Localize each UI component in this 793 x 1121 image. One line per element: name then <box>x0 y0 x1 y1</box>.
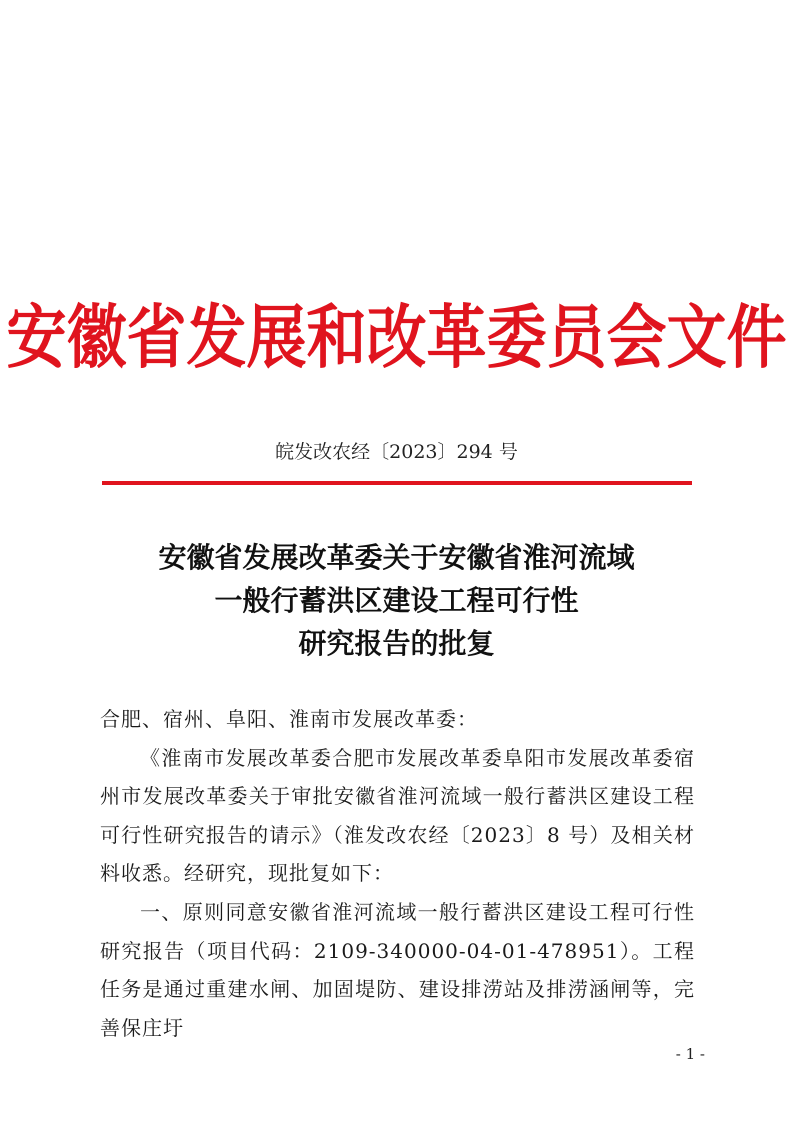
addressee: 合肥、宿州、阜阳、淮南市发展改革委： <box>100 707 478 731</box>
issuer-header: 安徽省发展和改革委员会文件 <box>6 297 787 379</box>
body-paragraph-1: 《淮南市发展改革委合肥市发展改革委阜阳市发展改革委宿州市发展改革委关于审批安徽省淮河流域一般行蓄洪区建设工程可行性研究报告的请示》（淮发改农经〔2023〕8 号）及相关材料收悉。经研究，现批复如下： <box>100 745 695 886</box>
title-line-2: 一般行蓄洪区建设工程可行性 <box>214 584 579 617</box>
red-divider-line <box>102 481 692 485</box>
body-paragraph-2: 一、原则同意安徽省淮河流域一般行蓄洪区建设工程可行性研究报告（项目代码：2109-340000-04-01-478951）。工程任务是通过重建水闸、加固堤防、建设排涝站及排涝涵闸等，完善保庄圩 <box>100 899 695 1040</box>
document-number: 皖发改农经〔2023〕294 号 <box>275 441 518 463</box>
page-number: - 1 - <box>675 1045 705 1063</box>
document-title <box>0 536 793 665</box>
document-body <box>100 700 695 1047</box>
title-line-1: 安徽省发展改革委关于安徽省淮河流域 <box>158 541 635 574</box>
title-line-3: 研究报告的批复 <box>298 627 495 660</box>
